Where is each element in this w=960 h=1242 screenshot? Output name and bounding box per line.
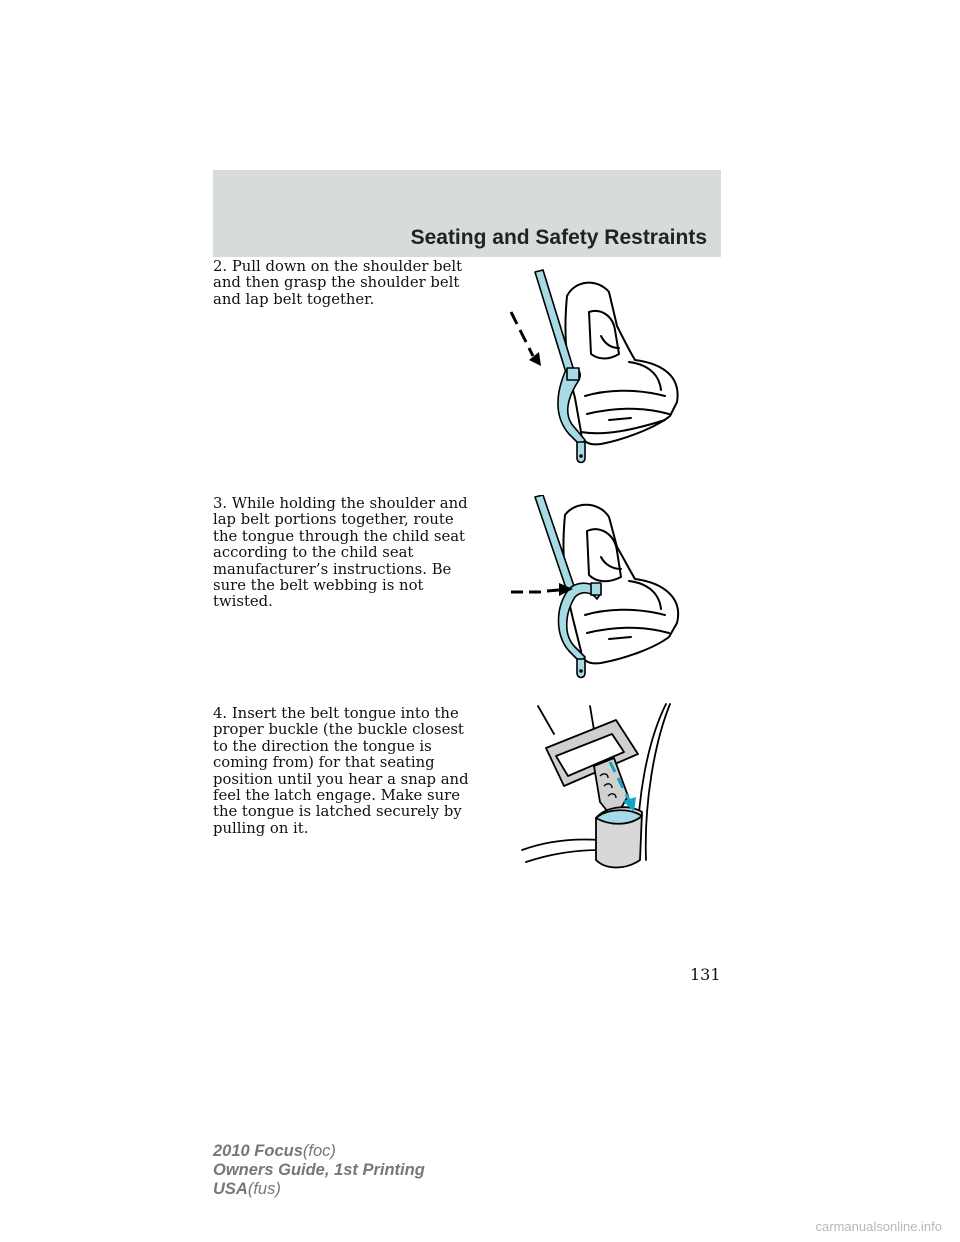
footer-line-3: USA(fus)	[213, 1180, 281, 1198]
step-2-text: 2. Pull down on the shoulder belt and then grasp the shoulder belt and lap belt together.	[213, 258, 463, 308]
child-seat-route-tongue-illustration	[505, 495, 690, 685]
step-4-text: 4. Insert the belt tongue into the proper buckle (the buckle closest to the direction the tongue is coming from) for that seating position until you hear a snap and feel the latch engage. Make sure the tongue is latched securely by pulling on it.	[213, 705, 469, 837]
footer-line-1: 2010 Focus(foc)	[213, 1142, 336, 1160]
page-number: 131	[690, 965, 721, 984]
header-band	[213, 170, 721, 257]
child-seat-pull-belt-illustration	[505, 268, 690, 468]
section-title: Seating and Safety Restraints	[410, 226, 707, 249]
footer	[213, 1142, 425, 1199]
watermark: carmanualsonline.info	[815, 1219, 942, 1234]
step-3-text: 3. While holding the shoulder and lap belt portions together, route the tongue through the child seat according to the child seat manufacturer’s instructions. Be sure the belt webbing is not twisted.	[213, 495, 468, 611]
footer-line-2: Owners Guide, 1st Printing	[213, 1161, 425, 1179]
buckle-insert-illustration	[520, 700, 690, 875]
